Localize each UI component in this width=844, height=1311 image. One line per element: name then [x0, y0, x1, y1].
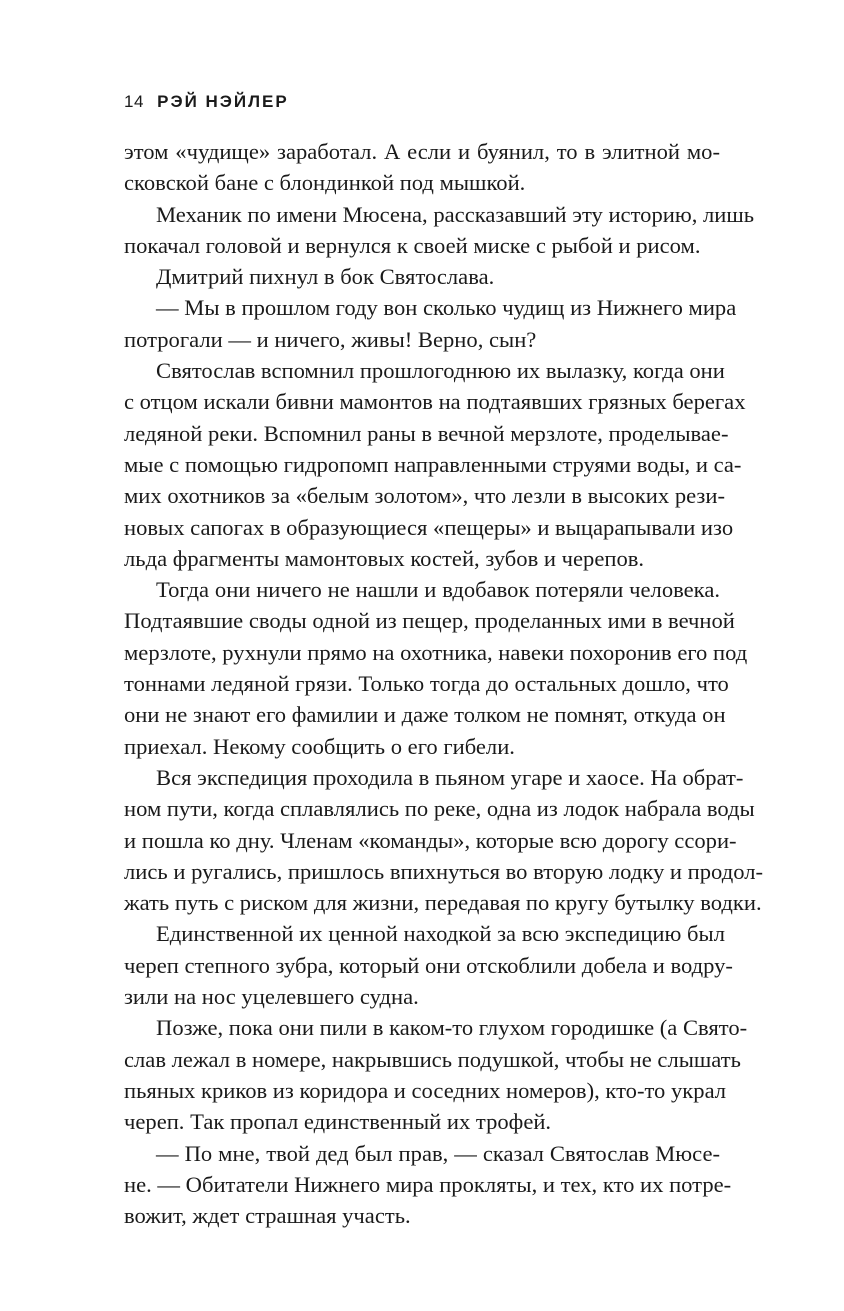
text-line: Подтаявшие своды одной из пещер, проделанных ими в вечной — [124, 608, 735, 634]
text-line: Тогда они ничего не нашли и вдобавок потеряли человека. — [156, 577, 720, 603]
text-line: не. — Обитатели Нижнего мира прокляты, и тех, кто их потре- — [124, 1171, 732, 1197]
text-line: с отцом искали бивни мамонтов на подтаявших грязных берегах — [124, 389, 746, 415]
text-line: этом «чудище» заработал. А если и буянил, то в элитной мо- — [124, 139, 720, 164]
text-line: ном пути, когда сплавлялись по реке, одна из лодок набрала воды — [124, 796, 755, 822]
text-line: Дмитрий пихнул в бок Святослава. — [156, 264, 495, 290]
text-line: — Мы в прошлом году вон сколько чудищ из Нижнего мира — [156, 295, 737, 321]
text-line: жать путь с риском для жизни, передавая по кругу бутылку водки. — [124, 890, 762, 916]
text-line: Единственной их ценной находкой за всю экспедицию был — [156, 921, 726, 947]
text-line: приехал. Некому сообщить о его гибели. — [124, 733, 515, 759]
text-line: Позже, пока они пили в каком-то глухом городишке (а Свято- — [156, 1015, 748, 1041]
page-number: 14 — [124, 92, 144, 111]
text-line: мих охотников за «белым золотом», что лезли в высоких рези- — [124, 483, 725, 509]
text-line: лись и ругались, пришлось впихнуться во вторую лодку и продол- — [124, 858, 763, 884]
text-line: пьяных криков из коридора и соседних номеров), кто-то украл — [124, 1077, 727, 1103]
text-line: череп. Так пропал единственный их трофей. — [124, 1109, 552, 1135]
text-line: Святослав вспомнил прошлогоднюю их вылазку, когда они — [156, 358, 725, 384]
text-line: льда фрагменты мамонтовых костей, зубов и черепов. — [124, 545, 645, 571]
text-line: новых сапогах в образующиеся «пещеры» и выцарапывали изо — [124, 514, 734, 540]
text-line: зили на нос уцелевшего судна. — [124, 984, 419, 1010]
author-name: РЭЙ НЭЙЛЕР — [157, 92, 289, 111]
text-line: тоннами ледяной грязи. Только тогда до остальных дошло, что — [124, 671, 729, 697]
text-line: сковской бане с блондинкой под мышкой. — [124, 170, 526, 196]
body-text — [124, 136, 763, 1231]
text-line: они не знают его фамилии и даже толком не помнят, откуда он — [124, 702, 726, 728]
text-line: ледяной реки. Вспомнил раны в вечной мерзлоте, проделывае- — [124, 420, 729, 446]
text-line: и пошла ко дну. Членам «команды», которые всю дорогу ссори- — [124, 827, 737, 853]
text-line: покачал головой и вернулся к своей миске с рыбой и рисом. — [124, 232, 701, 258]
text-line: Механик по имени Мюсена, рассказавший эту историю, лишь — [156, 201, 755, 227]
text-line: череп степного зубра, который они отскоблили добела и водру- — [124, 952, 733, 978]
running-head — [124, 92, 289, 112]
text-line: — По мне, твой дед был прав, — сказал Святослав Мюсе- — [156, 1140, 720, 1166]
text-line: Вся экспедиция проходила в пьяном угаре и хаосе. На обрат- — [156, 764, 744, 790]
text-line: слав лежал в номере, накрывшись подушкой, чтобы не слышать — [124, 1046, 741, 1072]
text-line: потрогали — и ничего, живы! Верно, сын? — [124, 326, 537, 352]
text-line: мерзлоте, рухнули прямо на охотника, навеки похоронив его под — [124, 639, 748, 665]
text-line: мые с помощью гидропомп направленными струями воды, и са- — [124, 451, 742, 477]
text-line: вожит, ждет страшная участь. — [124, 1203, 411, 1229]
